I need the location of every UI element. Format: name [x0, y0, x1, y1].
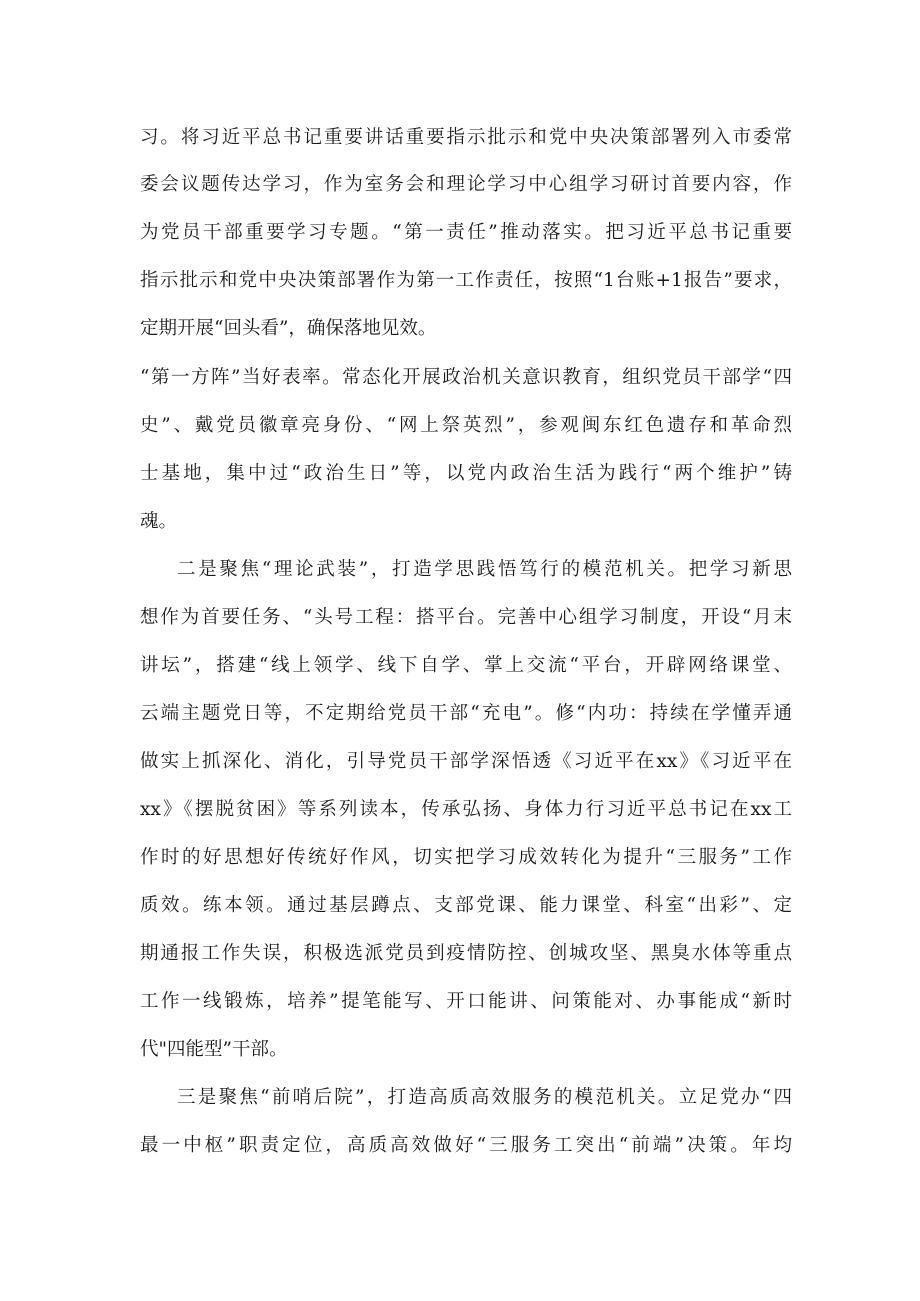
text-line-2: 委会议题传达学习，作为室务会和理论学习中心组学习研讨首要内容，作: [140, 174, 792, 195]
text-line-4: 指示批示和党中央决策部署作为第一工作责任，按照“1台账+1报告”要求，: [140, 270, 792, 291]
text-line-21: 三是聚焦“前哨后院”，打造高质高效服务的模范机关。立足党办“四: [177, 1087, 792, 1108]
text-line-15: xx》《摆脱贫困》等系列读本，传承弘扬、身体力行习近平总书记在xx工: [140, 799, 792, 820]
text-line-17: 质效。练本领。通过基层蹲点、支部党课、能力课堂、科室“出彩”、定: [140, 895, 792, 916]
text-line-20: 代"四能型”干部。: [140, 1039, 288, 1060]
text-line-16: 作时的好思想好传统好作风，切实把学习成效转化为提升“三服务”工作: [140, 847, 792, 868]
text-line-1: 习。将习近平总书记重要讲话重要指示批示和党中央决策部署列入市委常: [140, 127, 792, 148]
text-line-5: 定期开展“回头看”，确保落地见效。: [140, 318, 437, 339]
text-line-7: 史”、戴党员徽章亮身份、“网上祭英烈”，参观闽东红色遗存和革命烈: [140, 415, 792, 436]
text-line-11: 想作为首要任务、“头号工程：搭平台。完善中心组学习制度，开设“月末: [140, 607, 792, 628]
text-line-22: 最一中枢”职责定位，高质高效做好“三服务工突出“前端”决策。年均: [140, 1135, 792, 1156]
text-line-10: 二是聚焦“理论武装”，打造学思践悟笃行的模范机关。把学习新思: [177, 559, 792, 580]
text-line-3: 为党员干部重要学习专题。“第一责任”推动落实。把习近平总书记重要: [140, 222, 792, 243]
text-line-12: 讲坛”，搭建“线上领学、线下自学、掌上交流“平台，开辟网络课堂、: [140, 655, 792, 676]
text-line-18: 期通报工作失误，积极选派党员到疫情防控、创城攻坚、黑臭水体等重点: [140, 943, 792, 964]
text-line-6: “第一方阵”当好表率。常态化开展政治机关意识教育，组织党员干部学“四: [140, 367, 792, 388]
text-line-19: 工作一线锻炼，培养”提笔能写、开口能讲、问策能对、办事能成“新时: [140, 991, 792, 1012]
text-line-13: 云端主题党日等，不定期给党员干部“充电”。修“内功：持续在学懂弄通: [140, 703, 792, 724]
text-line-8: 士基地，集中过“政治生日”等，以党内政治生活为践行“两个维护”铸: [140, 463, 792, 484]
text-line-14: 做实上抓深化、消化，引导党员干部学深悟透《习近平在xx》《习近平在: [140, 751, 792, 772]
text-line-9: 魂。: [140, 511, 178, 532]
